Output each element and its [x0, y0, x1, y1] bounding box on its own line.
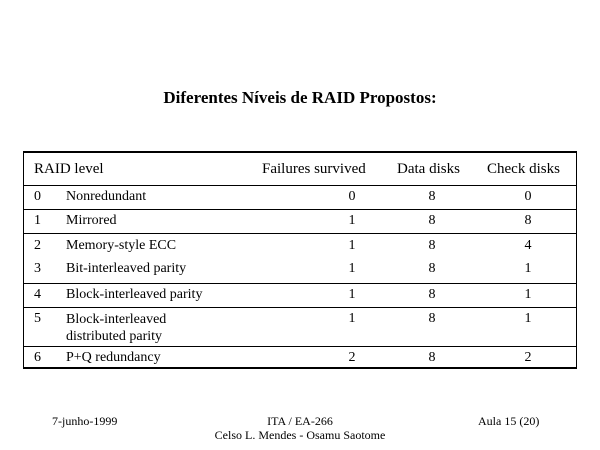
table-row	[24, 259, 576, 283]
data-disks-value: 8	[428, 350, 436, 365]
raid-level-number: 3	[34, 261, 41, 276]
failures-survived-value: 1	[348, 311, 356, 326]
check-disks-value: 1	[524, 261, 532, 276]
table-row	[24, 283, 576, 307]
raid-level-name: Mirrored	[66, 213, 117, 228]
footer-lecture: Aula 15 (20)	[478, 414, 540, 428]
page-title: Diferentes Níveis de RAID Propostos:	[163, 88, 437, 107]
data-disks-value: 8	[428, 189, 436, 204]
table-row	[24, 186, 576, 209]
header-data-disks: Data disks	[397, 161, 460, 177]
raid-level-number: 2	[34, 238, 41, 253]
check-disks-value: 1	[524, 311, 532, 326]
raid-level-name: Bit-interleaved parity	[66, 261, 187, 276]
table-row	[24, 233, 576, 259]
footer-course: ITA / EA-266	[267, 414, 333, 428]
header-raid-level: RAID level	[34, 161, 104, 177]
raid-level-name-line2: distributed parity	[66, 329, 163, 344]
check-disks-value: 0	[524, 189, 532, 204]
raid-levels-table	[23, 151, 577, 369]
table-row	[24, 346, 576, 369]
raid-level-number: 1	[34, 213, 41, 228]
failures-survived-value: 1	[348, 238, 356, 253]
raid-level-number: 6	[34, 350, 41, 365]
check-disks-value: 2	[524, 350, 532, 365]
table-header	[24, 153, 576, 186]
raid-level-name	[66, 311, 166, 345]
footer-center	[150, 414, 450, 442]
raid-level-number: 0	[34, 189, 41, 204]
header-failures-survived: Failures survived	[262, 161, 366, 177]
raid-level-number: 5	[34, 311, 41, 326]
raid-level-name-line1: Block-interleaved	[66, 312, 167, 327]
check-disks-value: 4	[524, 238, 532, 253]
raid-level-name: Block-interleaved parity	[66, 287, 203, 302]
check-disks-value: 1	[524, 287, 532, 302]
data-disks-value: 8	[428, 238, 436, 253]
failures-survived-value: 1	[348, 213, 356, 228]
raid-level-name: P+Q redundancy	[66, 350, 161, 365]
footer-authors: Celso L. Mendes - Osamu Saotome	[214, 428, 386, 442]
raid-level-name: Nonredundant	[66, 189, 147, 204]
header-check-disks: Check disks	[487, 161, 560, 177]
data-disks-value: 8	[428, 213, 436, 228]
data-disks-value: 8	[428, 261, 436, 276]
failures-survived-value: 2	[348, 350, 356, 365]
failures-survived-value: 1	[348, 261, 356, 276]
raid-level-number: 4	[34, 287, 41, 302]
failures-survived-value: 0	[348, 189, 356, 204]
table-row	[24, 307, 576, 346]
raid-level-name: Memory-style ECC	[66, 238, 177, 253]
check-disks-value: 8	[524, 213, 532, 228]
table-row	[24, 209, 576, 233]
data-disks-value: 8	[428, 287, 436, 302]
failures-survived-value: 1	[348, 287, 356, 302]
footer-date: 7-junho-1999	[52, 414, 118, 428]
data-disks-value: 8	[428, 311, 436, 326]
